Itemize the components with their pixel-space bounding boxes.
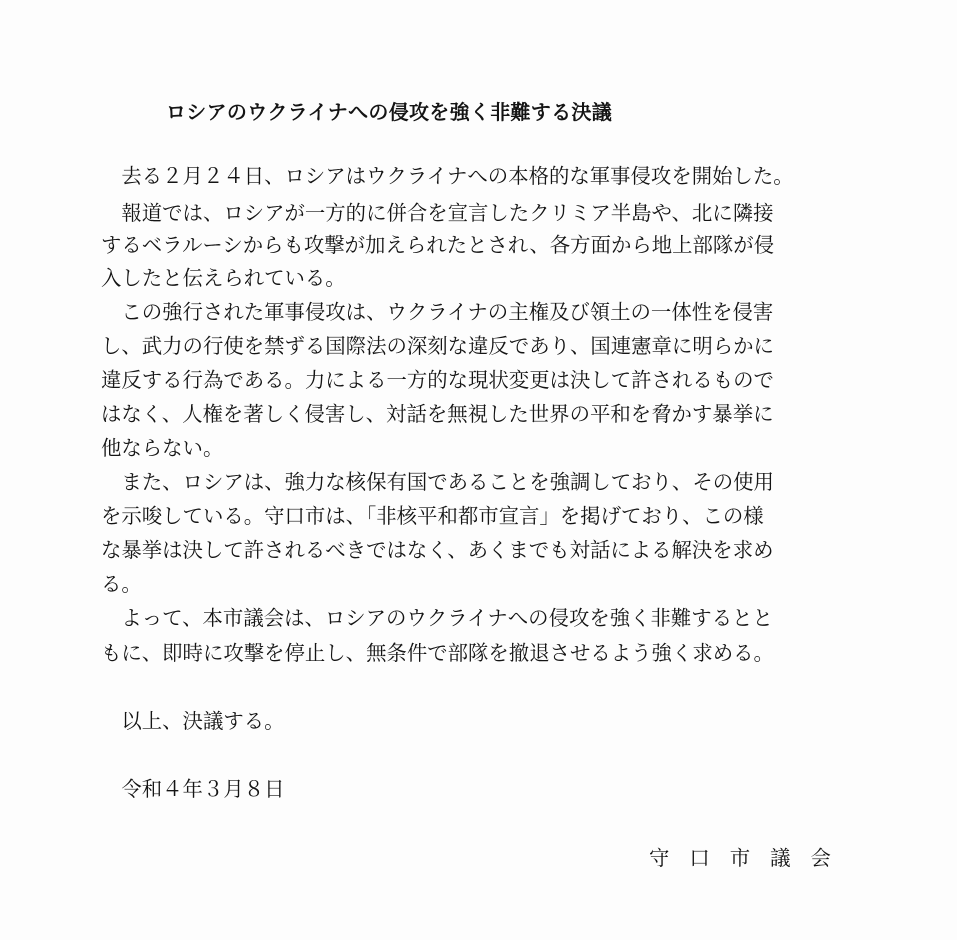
body-line: 違反する行為である。力による一方的な現状変更は決して許されるもので <box>101 368 774 392</box>
body-line: 報道では、ロシアが一方的に併合を宣言したクリミア半島や、北に隣接 <box>101 201 774 225</box>
body-line: よって、本市議会は、ロシアのウクライナへの侵攻を強く非難するとと <box>101 606 773 630</box>
body-line: 去る２月２４日、ロシアはウクライナへの本格的な軍事侵攻を開始した。 <box>101 164 794 188</box>
body-line: な暴挙は決して許されるべきではなく、あくまでも対話による解決を求め <box>101 538 774 562</box>
body-line: はなく、人権を著しく侵害し、対話を無視した世界の平和を脅かす暴挙に <box>101 402 774 426</box>
body-line: するベラルーシからも攻撃が加えられたとされ、各方面から地上部隊が侵 <box>101 233 775 257</box>
body-line: を示唆している。守口市は、「非核平和都市宣言」を掲げており、この様 <box>101 504 764 528</box>
closing-statement: 以上、決議する。 <box>101 709 285 733</box>
body-line: る。 <box>101 572 142 596</box>
body-line: し、武力の行使を禁ずる国際法の深刻な違反であり、国連憲章に明らかに <box>101 334 774 358</box>
signature: 守口市議会 <box>649 846 851 870</box>
resolution-date: 令和４年３月８日 <box>101 777 285 801</box>
body-line: もに、即時に攻撃を停止し、無条件で部隊を撤退させるよう強く求める。 <box>101 641 774 665</box>
body-line: 入したと伝えられている。 <box>101 266 346 290</box>
body-line: 他ならない。 <box>101 436 224 460</box>
body-line: この強行された軍事侵攻は、ウクライナの主権及び領土の一体性を侵害 <box>101 300 774 324</box>
document-title: ロシアのウクライナへの侵攻を強く非難する決議 <box>166 100 612 124</box>
body-line: また、ロシアは、強力な核保有国であることを強調しており、その使用 <box>101 470 774 494</box>
